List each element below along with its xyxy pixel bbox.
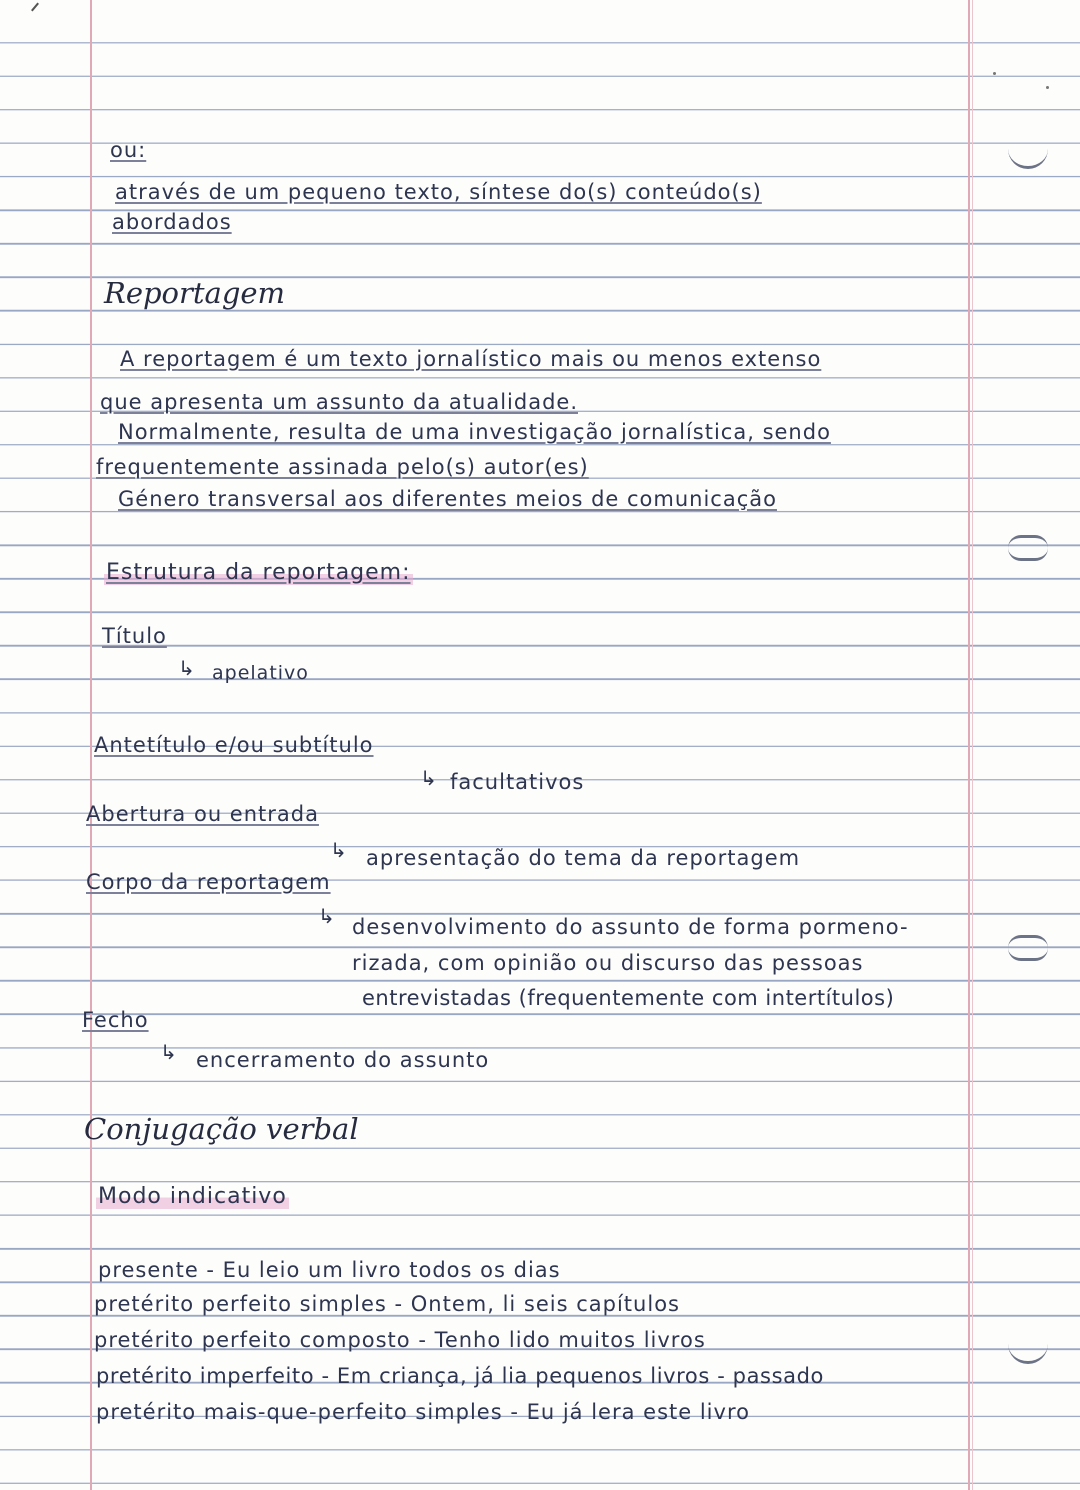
structure-desc: apresentação do tema da reportagem	[366, 846, 801, 870]
intro-line: abordados	[112, 210, 232, 234]
structure-label-antetitulo: Antetítulo e/ou subtítulo	[94, 733, 374, 757]
structure-desc: facultativos	[450, 770, 585, 794]
intro-line: ou:	[110, 138, 147, 162]
corner-mark	[31, 3, 39, 12]
structure-desc: entrevistadas (frequentemente com intertítulos)	[362, 986, 895, 1010]
structure-label-fecho: Fecho	[82, 1008, 149, 1032]
intro-line: através de um pequeno texto, síntese do(s) conteúdo(s)	[115, 180, 762, 204]
subsection-title-estrutura	[104, 560, 413, 585]
binder-hole	[1008, 1335, 1048, 1364]
paragraph-line: Normalmente, resulta de uma investigação jornalística, sendo	[118, 420, 831, 444]
verb-tense-line: pretérito perfeito simples - Ontem, li seis capítulos	[94, 1292, 680, 1316]
paragraph-line: A reportagem é um texto jornalístico mais ou menos extenso	[120, 347, 822, 371]
structure-label-corpo: Corpo da reportagem	[86, 870, 331, 894]
highlighted-text: Modo indicativo	[98, 1184, 287, 1209]
binder-hole	[1008, 935, 1048, 961]
arrow-icon: ↳	[160, 1040, 177, 1064]
paragraph-line: que apresenta um assunto da atualidade.	[100, 390, 578, 414]
verb-tense-line: presente - Eu leio um livro todos os dias	[98, 1258, 561, 1282]
section-heading-conjugacao: Conjugação verbal	[84, 1112, 359, 1146]
structure-label-abertura: Abertura ou entrada	[86, 802, 319, 826]
structure-desc: desenvolvimento do assunto de forma pormeno-	[352, 915, 909, 939]
paper-speck	[1046, 86, 1049, 89]
verb-tense-line: pretérito perfeito composto - Tenho lido muitos livros	[94, 1328, 706, 1352]
paragraph-line: frequentemente assinada pelo(s) autor(es)	[96, 455, 589, 479]
arrow-icon: ↳	[178, 656, 195, 680]
arrow-icon: ↳	[420, 766, 437, 790]
right-margin-line-secondary	[972, 0, 973, 1490]
arrow-icon: ↳	[318, 904, 335, 928]
binder-hole	[1008, 535, 1048, 561]
paper-speck	[993, 72, 996, 75]
subsection-title-modo	[96, 1184, 289, 1209]
section-heading-reportagem: Reportagem	[104, 276, 286, 310]
structure-desc: rizada, com opinião ou discurso das pessoas	[352, 951, 864, 975]
right-margin-line	[968, 0, 970, 1490]
highlighted-text: Estrutura da reportagem:	[106, 560, 411, 585]
binder-hole	[1008, 140, 1048, 169]
verb-tense-line: pretérito imperfeito - Em criança, já lia pequenos livros - passado	[96, 1364, 824, 1388]
verb-tense-line: pretérito mais-que-perfeito simples - Eu já lera este livro	[96, 1400, 750, 1424]
structure-desc: apelativo	[212, 662, 309, 684]
paragraph-line: Género transversal aos diferentes meios de comunicação	[118, 487, 777, 511]
structure-label-titulo: Título	[102, 624, 167, 648]
left-margin-line	[90, 0, 92, 1490]
arrow-icon: ↳	[330, 838, 347, 862]
structure-desc: encerramento do assunto	[196, 1048, 490, 1072]
